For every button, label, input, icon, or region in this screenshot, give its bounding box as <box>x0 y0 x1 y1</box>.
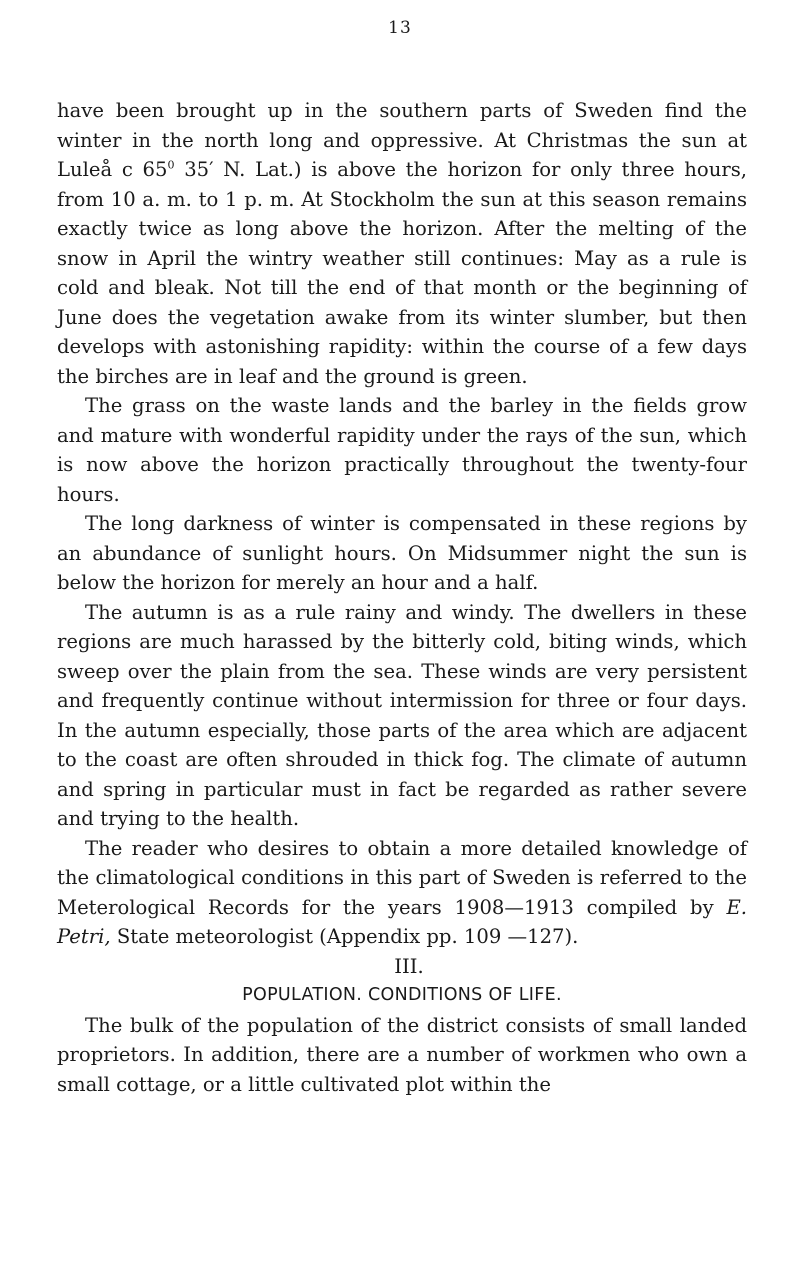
paragraph-autumn: The autumn is as a rule rainy and windy. The dwellers in these regions are much harassed by the bitterly cold, biting winds, which sweep over the plain from the sea. These winds are very persistent and frequently continue without intermission for three or four days. In the autumn especially, those parts of the area which are adjacent to the coast are often shrouded in thick fog. The climate of autumn and spring in particular must in fact be regarded as rather severe and trying to the health. <box>57 600 747 830</box>
body-text <box>57 96 747 1099</box>
paragraph-population: The bulk of the population of the district consists of small landed proprietors. In addition, there are a number of workmen who own a small cottage, or a little cultivated plot within the <box>57 1013 747 1096</box>
degree-superscript: 0 <box>167 158 175 172</box>
paragraph-darkness: The long darkness of winter is compensated in these regions by an abundance of sunlight hours. On Midsummer night the sun is below the horizon for merely an hour and a half. <box>57 512 747 594</box>
section-numeral: III. <box>394 954 424 978</box>
page-number: 13 <box>388 18 412 38</box>
paragraph-text: State meteorologist (Appendix pp. 109 —127). <box>110 925 579 948</box>
paragraph-grass: The grass on the waste lands and the barley in the fields grow and mature with wonderful rapidity under the rays of the sun, which is now above the horizon practically throughout the twenty-four hours. <box>57 394 747 506</box>
paragraph-text: have been brought up in the southern parts of Sweden find the winter in the north long and oppressive. At Christmas the sun at Luleå c 65 <box>57 99 747 181</box>
paragraph-reader-reference <box>57 834 747 952</box>
paragraph-climate-winter <box>57 96 747 391</box>
paragraph-text: 35′ N. Lat.) is above the horizon for only three hours, from 10 a. m. to 1 p. m. At Stockholm the sun at this season remains exactly twice as long above the horizon. After the melting of the snow in April the wintry weather still continues: May as a rule is cold and bleak. Not till the end of that month or the beginning of June does the vegetation awake from its winter slumber, but then develops with astonishing rapidity: within the course of a few days the birches are in leaf and the ground is green. <box>57 158 747 388</box>
paragraph-text: The reader who desires to obtain a more detailed knowledge of the climatological conditions in this part of Sweden is referred to the Meterological Records for the years 1908—1913 compiled by <box>57 836 747 919</box>
author-name: E. Petri, <box>57 895 747 948</box>
section-title: POPULATION. CONDITIONS OF LIFE. <box>242 985 562 1005</box>
